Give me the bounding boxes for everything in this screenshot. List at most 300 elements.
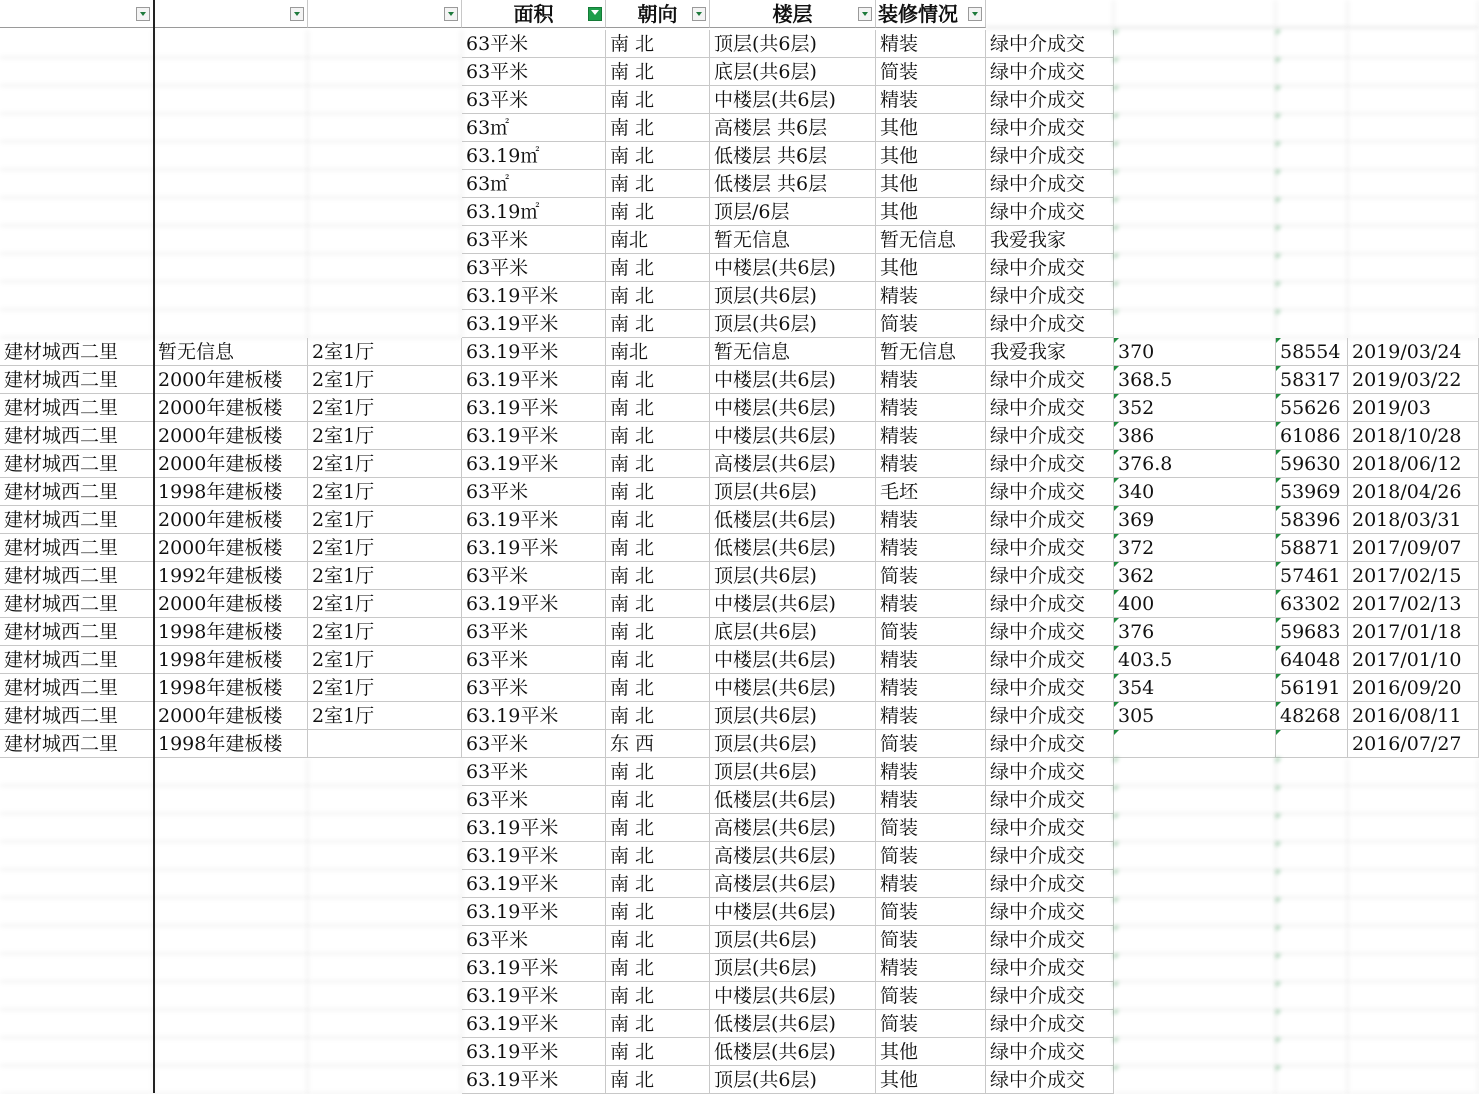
table-cell[interactable] <box>1276 142 1348 170</box>
table-cell[interactable]: 绿中介成交 <box>986 870 1114 898</box>
table-cell[interactable]: 南 北 <box>606 198 710 226</box>
table-cell[interactable] <box>1276 310 1348 338</box>
table-cell[interactable]: 63.19平米 <box>462 310 606 338</box>
table-cell[interactable] <box>0 254 154 282</box>
table-cell[interactable] <box>1348 86 1479 114</box>
table-cell[interactable]: 2室1厅 <box>308 590 462 618</box>
table-cell[interactable]: 精装 <box>876 590 986 618</box>
column-header-3[interactable] <box>308 0 462 28</box>
table-cell[interactable]: 63.19平米 <box>462 338 606 366</box>
table-cell[interactable] <box>154 1038 308 1066</box>
table-cell[interactable] <box>1114 86 1276 114</box>
table-cell[interactable]: 建材城西二里 <box>0 366 154 394</box>
table-cell[interactable]: 简装 <box>876 730 986 758</box>
table-cell[interactable]: 1998年建板楼 <box>154 730 308 758</box>
table-cell[interactable] <box>1114 226 1276 254</box>
table-cell[interactable]: 低楼层(共6层) <box>710 506 876 534</box>
table-cell[interactable]: 南 北 <box>606 366 710 394</box>
table-cell[interactable]: 精装 <box>876 422 986 450</box>
table-cell[interactable]: 精装 <box>876 506 986 534</box>
table-cell[interactable]: 建材城西二里 <box>0 562 154 590</box>
table-cell[interactable]: 376.8 <box>1114 450 1276 478</box>
table-cell[interactable] <box>1348 870 1479 898</box>
table-cell[interactable]: 南 北 <box>606 58 710 86</box>
table-cell[interactable]: 63平米 <box>462 674 606 702</box>
table-cell[interactable]: 精装 <box>876 954 986 982</box>
table-cell[interactable]: 2018/04/26 <box>1348 478 1479 506</box>
table-cell[interactable] <box>154 142 308 170</box>
table-cell[interactable]: 63平米 <box>462 730 606 758</box>
table-cell[interactable]: 中楼层(共6层) <box>710 394 876 422</box>
table-cell[interactable] <box>154 282 308 310</box>
table-cell[interactable]: 暂无信息 <box>876 226 986 254</box>
table-cell[interactable] <box>1114 282 1276 310</box>
table-cell[interactable]: 绿中介成交 <box>986 478 1114 506</box>
table-cell[interactable]: 南 北 <box>606 30 710 58</box>
table-cell[interactable]: 其他 <box>876 254 986 282</box>
table-cell[interactable]: 370 <box>1114 338 1276 366</box>
table-cell[interactable] <box>0 30 154 58</box>
table-cell[interactable] <box>1348 786 1479 814</box>
table-cell[interactable]: 绿中介成交 <box>986 590 1114 618</box>
table-cell[interactable]: 南 北 <box>606 674 710 702</box>
table-cell[interactable] <box>0 842 154 870</box>
table-cell[interactable]: 2000年建板楼 <box>154 590 308 618</box>
table-cell[interactable] <box>1114 30 1276 58</box>
table-cell[interactable]: 2016/08/11 <box>1348 702 1479 730</box>
table-cell[interactable]: 顶层(共6层) <box>710 1066 876 1094</box>
table-cell[interactable] <box>308 982 462 1010</box>
table-cell[interactable] <box>0 58 154 86</box>
table-cell[interactable] <box>308 814 462 842</box>
table-cell[interactable]: 南 北 <box>606 982 710 1010</box>
table-cell[interactable] <box>0 1038 154 1066</box>
table-cell[interactable] <box>1114 170 1276 198</box>
table-cell[interactable]: 2018/03/31 <box>1348 506 1479 534</box>
table-cell[interactable] <box>1276 982 1348 1010</box>
table-cell[interactable] <box>308 926 462 954</box>
table-cell[interactable] <box>154 898 308 926</box>
table-cell[interactable] <box>308 86 462 114</box>
table-cell[interactable] <box>154 814 308 842</box>
table-cell[interactable]: 建材城西二里 <box>0 702 154 730</box>
table-cell[interactable]: 高楼层(共6层) <box>710 450 876 478</box>
filter-dropdown-icon[interactable] <box>968 7 982 21</box>
column-header-area[interactable] <box>462 0 606 28</box>
table-cell[interactable] <box>1276 1066 1348 1094</box>
table-cell[interactable]: 低楼层(共6层) <box>710 1038 876 1066</box>
table-cell[interactable]: 绿中介成交 <box>986 674 1114 702</box>
table-cell[interactable]: 低楼层(共6层) <box>710 786 876 814</box>
table-cell[interactable]: 南 北 <box>606 254 710 282</box>
table-cell[interactable]: 1998年建板楼 <box>154 618 308 646</box>
table-cell[interactable]: 底层(共6层) <box>710 58 876 86</box>
table-cell[interactable]: 南 北 <box>606 842 710 870</box>
table-cell[interactable] <box>154 982 308 1010</box>
table-cell[interactable] <box>1276 1038 1348 1066</box>
table-cell[interactable] <box>1114 254 1276 282</box>
table-cell[interactable]: 绿中介成交 <box>986 758 1114 786</box>
table-cell[interactable]: 低楼层 共6层 <box>710 170 876 198</box>
table-cell[interactable] <box>1348 842 1479 870</box>
table-cell[interactable]: 绿中介成交 <box>986 506 1114 534</box>
table-cell[interactable]: 绿中介成交 <box>986 142 1114 170</box>
table-cell[interactable]: 南 北 <box>606 1010 710 1038</box>
table-cell[interactable]: 精装 <box>876 30 986 58</box>
table-cell[interactable]: 南 北 <box>606 394 710 422</box>
table-cell[interactable] <box>1348 1038 1479 1066</box>
table-cell[interactable] <box>154 786 308 814</box>
table-cell[interactable]: 精装 <box>876 786 986 814</box>
table-cell[interactable] <box>0 1066 154 1094</box>
table-cell[interactable]: 南 北 <box>606 786 710 814</box>
table-cell[interactable]: 简装 <box>876 814 986 842</box>
table-cell[interactable]: 绿中介成交 <box>986 646 1114 674</box>
table-cell[interactable]: 暂无信息 <box>876 338 986 366</box>
table-cell[interactable]: 2000年建板楼 <box>154 702 308 730</box>
table-cell[interactable]: 63㎡ <box>462 170 606 198</box>
table-cell[interactable]: 绿中介成交 <box>986 982 1114 1010</box>
filter-active-icon[interactable] <box>588 7 602 21</box>
filter-dropdown-icon[interactable] <box>444 7 458 21</box>
table-cell[interactable]: 绿中介成交 <box>986 422 1114 450</box>
table-cell[interactable]: 63平米 <box>462 58 606 86</box>
table-cell[interactable] <box>1114 954 1276 982</box>
column-header-decoration[interactable] <box>876 0 986 28</box>
table-cell[interactable]: 2017/09/07 <box>1348 534 1479 562</box>
table-cell[interactable]: 2019/03/24 <box>1348 338 1479 366</box>
table-cell[interactable]: 其他 <box>876 114 986 142</box>
table-cell[interactable]: 63.19平米 <box>462 534 606 562</box>
table-cell[interactable]: 2室1厅 <box>308 338 462 366</box>
table-cell[interactable]: 63.19平米 <box>462 954 606 982</box>
table-cell[interactable]: 精装 <box>876 702 986 730</box>
table-cell[interactable]: 精装 <box>876 646 986 674</box>
table-cell[interactable] <box>1348 982 1479 1010</box>
table-cell[interactable]: 2000年建板楼 <box>154 422 308 450</box>
table-cell[interactable]: 南 北 <box>606 506 710 534</box>
table-cell[interactable] <box>308 226 462 254</box>
table-cell[interactable]: 精装 <box>876 534 986 562</box>
table-cell[interactable] <box>1114 814 1276 842</box>
table-cell[interactable]: 建材城西二里 <box>0 422 154 450</box>
table-cell[interactable] <box>0 198 154 226</box>
table-cell[interactable] <box>154 1066 308 1094</box>
table-cell[interactable]: 南 北 <box>606 1066 710 1094</box>
table-cell[interactable]: 2016/09/20 <box>1348 674 1479 702</box>
table-cell[interactable] <box>0 310 154 338</box>
table-cell[interactable]: 2室1厅 <box>308 450 462 478</box>
table-cell[interactable]: 2000年建板楼 <box>154 506 308 534</box>
table-cell[interactable] <box>0 142 154 170</box>
table-cell[interactable]: 403.5 <box>1114 646 1276 674</box>
table-cell[interactable]: 中楼层(共6层) <box>710 982 876 1010</box>
table-cell[interactable]: 63㎡ <box>462 114 606 142</box>
table-cell[interactable]: 顶层(共6层) <box>710 562 876 590</box>
table-cell[interactable]: 南 北 <box>606 590 710 618</box>
table-cell[interactable] <box>154 170 308 198</box>
table-cell[interactable]: 顶层(共6层) <box>710 478 876 506</box>
table-cell[interactable] <box>1348 58 1479 86</box>
table-cell[interactable]: 63302 <box>1276 590 1348 618</box>
table-cell[interactable] <box>1276 58 1348 86</box>
table-cell[interactable]: 东 西 <box>606 730 710 758</box>
table-cell[interactable] <box>1114 786 1276 814</box>
table-cell[interactable]: 简装 <box>876 58 986 86</box>
table-cell[interactable]: 高楼层(共6层) <box>710 870 876 898</box>
table-cell[interactable] <box>1348 926 1479 954</box>
table-cell[interactable] <box>1114 142 1276 170</box>
filter-dropdown-icon[interactable] <box>290 7 304 21</box>
table-cell[interactable]: 中楼层(共6层) <box>710 898 876 926</box>
table-cell[interactable] <box>154 758 308 786</box>
table-cell[interactable]: 63.19平米 <box>462 1066 606 1094</box>
table-cell[interactable] <box>1348 254 1479 282</box>
table-cell[interactable]: 63平米 <box>462 226 606 254</box>
table-cell[interactable]: 中楼层(共6层) <box>710 422 876 450</box>
table-cell[interactable]: 顶层(共6层) <box>710 758 876 786</box>
table-cell[interactable] <box>1114 114 1276 142</box>
table-cell[interactable]: 南 北 <box>606 422 710 450</box>
table-cell[interactable] <box>308 310 462 338</box>
table-cell[interactable] <box>1114 842 1276 870</box>
table-cell[interactable]: 2017/01/10 <box>1348 646 1479 674</box>
table-cell[interactable]: 63平米 <box>462 30 606 58</box>
table-cell[interactable]: 中楼层(共6层) <box>710 366 876 394</box>
table-cell[interactable] <box>0 814 154 842</box>
table-cell[interactable]: 绿中介成交 <box>986 282 1114 310</box>
table-cell[interactable]: 精装 <box>876 366 986 394</box>
table-cell[interactable] <box>1348 310 1479 338</box>
table-cell[interactable] <box>1114 1066 1276 1094</box>
table-cell[interactable] <box>1276 226 1348 254</box>
table-cell[interactable]: 精装 <box>876 674 986 702</box>
table-cell[interactable]: 2016/07/27 <box>1348 730 1479 758</box>
table-cell[interactable]: 绿中介成交 <box>986 1038 1114 1066</box>
table-cell[interactable]: 高楼层 共6层 <box>710 114 876 142</box>
table-cell[interactable] <box>1114 870 1276 898</box>
table-cell[interactable]: 63.19平米 <box>462 366 606 394</box>
table-cell[interactable] <box>308 1038 462 1066</box>
table-cell[interactable]: 2019/03/22 <box>1348 366 1479 394</box>
table-cell[interactable] <box>1276 114 1348 142</box>
table-cell[interactable] <box>1276 954 1348 982</box>
table-cell[interactable]: 2018/06/12 <box>1348 450 1479 478</box>
table-cell[interactable]: 63平米 <box>462 86 606 114</box>
table-cell[interactable] <box>1348 282 1479 310</box>
table-cell[interactable]: 63.19平米 <box>462 506 606 534</box>
table-cell[interactable]: 2000年建板楼 <box>154 366 308 394</box>
table-cell[interactable]: 我爱我家 <box>986 226 1114 254</box>
column-header-9[interactable] <box>1114 0 1276 28</box>
table-cell[interactable]: 绿中介成交 <box>986 170 1114 198</box>
table-cell[interactable]: 南 北 <box>606 954 710 982</box>
table-cell[interactable]: 63.19平米 <box>462 842 606 870</box>
table-cell[interactable] <box>154 86 308 114</box>
table-cell[interactable] <box>1276 254 1348 282</box>
table-cell[interactable] <box>1114 926 1276 954</box>
table-cell[interactable]: 63平米 <box>462 646 606 674</box>
table-cell[interactable]: 1998年建板楼 <box>154 478 308 506</box>
table-cell[interactable]: 1998年建板楼 <box>154 646 308 674</box>
table-cell[interactable]: 绿中介成交 <box>986 842 1114 870</box>
table-cell[interactable]: 顶层(共6层) <box>710 30 876 58</box>
table-cell[interactable]: 63平米 <box>462 254 606 282</box>
table-cell[interactable]: 中楼层(共6层) <box>710 254 876 282</box>
table-cell[interactable]: 建材城西二里 <box>0 338 154 366</box>
table-cell[interactable] <box>154 30 308 58</box>
table-cell[interactable] <box>308 758 462 786</box>
table-cell[interactable]: 建材城西二里 <box>0 646 154 674</box>
table-cell[interactable]: 精装 <box>876 450 986 478</box>
table-cell[interactable] <box>154 254 308 282</box>
table-cell[interactable]: 暂无信息 <box>154 338 308 366</box>
table-cell[interactable]: 中楼层(共6层) <box>710 646 876 674</box>
table-cell[interactable] <box>308 898 462 926</box>
table-cell[interactable]: 其他 <box>876 198 986 226</box>
table-cell[interactable]: 绿中介成交 <box>986 814 1114 842</box>
table-cell[interactable]: 南 北 <box>606 114 710 142</box>
table-cell[interactable]: 2000年建板楼 <box>154 394 308 422</box>
table-cell[interactable] <box>0 86 154 114</box>
table-cell[interactable]: 63.19㎡ <box>462 142 606 170</box>
table-cell[interactable] <box>1114 310 1276 338</box>
table-cell[interactable] <box>154 926 308 954</box>
table-cell[interactable] <box>0 870 154 898</box>
table-cell[interactable]: 63.19平米 <box>462 898 606 926</box>
table-cell[interactable]: 顶层(共6层) <box>710 730 876 758</box>
table-cell[interactable]: 精装 <box>876 758 986 786</box>
table-cell[interactable] <box>1114 198 1276 226</box>
table-cell[interactable] <box>1348 226 1479 254</box>
column-header-1[interactable] <box>0 0 154 28</box>
table-cell[interactable] <box>154 842 308 870</box>
table-cell[interactable]: 顶层(共6层) <box>710 926 876 954</box>
table-cell[interactable]: 底层(共6层) <box>710 618 876 646</box>
table-cell[interactable]: 305 <box>1114 702 1276 730</box>
table-cell[interactable]: 2室1厅 <box>308 562 462 590</box>
table-cell[interactable]: 58554 <box>1276 338 1348 366</box>
table-cell[interactable]: 2室1厅 <box>308 534 462 562</box>
table-cell[interactable]: 暂无信息 <box>710 226 876 254</box>
table-cell[interactable]: 顶层/6层 <box>710 198 876 226</box>
table-cell[interactable] <box>154 870 308 898</box>
table-cell[interactable]: 绿中介成交 <box>986 534 1114 562</box>
table-cell[interactable]: 63.19㎡ <box>462 198 606 226</box>
table-cell[interactable]: 55626 <box>1276 394 1348 422</box>
table-cell[interactable]: 绿中介成交 <box>986 198 1114 226</box>
table-cell[interactable] <box>1114 982 1276 1010</box>
table-cell[interactable] <box>1348 30 1479 58</box>
table-cell[interactable] <box>1348 198 1479 226</box>
table-cell[interactable]: 绿中介成交 <box>986 310 1114 338</box>
table-cell[interactable]: 57461 <box>1276 562 1348 590</box>
table-cell[interactable]: 高楼层(共6层) <box>710 814 876 842</box>
table-cell[interactable]: 绿中介成交 <box>986 366 1114 394</box>
table-cell[interactable]: 63.19平米 <box>462 394 606 422</box>
table-cell[interactable]: 我爱我家 <box>986 338 1114 366</box>
table-cell[interactable]: 354 <box>1114 674 1276 702</box>
table-cell[interactable] <box>1276 786 1348 814</box>
table-cell[interactable] <box>1276 1010 1348 1038</box>
table-cell[interactable] <box>1348 814 1479 842</box>
table-cell[interactable]: 58871 <box>1276 534 1348 562</box>
table-cell[interactable]: 64048 <box>1276 646 1348 674</box>
table-cell[interactable] <box>154 58 308 86</box>
table-cell[interactable]: 精装 <box>876 394 986 422</box>
table-cell[interactable] <box>1348 1010 1479 1038</box>
table-cell[interactable] <box>154 954 308 982</box>
table-cell[interactable] <box>308 198 462 226</box>
table-cell[interactable]: 2室1厅 <box>308 394 462 422</box>
table-cell[interactable] <box>1276 198 1348 226</box>
table-cell[interactable]: 简装 <box>876 842 986 870</box>
table-cell[interactable]: 中楼层(共6层) <box>710 674 876 702</box>
table-cell[interactable]: 低楼层(共6层) <box>710 534 876 562</box>
table-cell[interactable]: 63.19平米 <box>462 590 606 618</box>
table-cell[interactable] <box>154 310 308 338</box>
table-cell[interactable]: 绿中介成交 <box>986 562 1114 590</box>
table-cell[interactable]: 绿中介成交 <box>986 86 1114 114</box>
table-cell[interactable] <box>308 870 462 898</box>
table-cell[interactable]: 毛坯 <box>876 478 986 506</box>
table-cell[interactable]: 精装 <box>876 282 986 310</box>
table-cell[interactable]: 南 北 <box>606 562 710 590</box>
table-cell[interactable] <box>1348 758 1479 786</box>
table-cell[interactable]: 2017/01/18 <box>1348 618 1479 646</box>
table-cell[interactable]: 简装 <box>876 310 986 338</box>
table-cell[interactable] <box>1276 730 1348 758</box>
table-cell[interactable]: 南 北 <box>606 646 710 674</box>
table-cell[interactable] <box>1114 1010 1276 1038</box>
table-cell[interactable]: 中楼层(共6层) <box>710 86 876 114</box>
table-cell[interactable]: 其他 <box>876 1066 986 1094</box>
table-cell[interactable]: 南 北 <box>606 310 710 338</box>
table-cell[interactable] <box>1276 758 1348 786</box>
table-cell[interactable]: 绿中介成交 <box>986 954 1114 982</box>
table-cell[interactable]: 建材城西二里 <box>0 450 154 478</box>
table-cell[interactable] <box>1114 898 1276 926</box>
table-cell[interactable]: 59683 <box>1276 618 1348 646</box>
filter-dropdown-icon[interactable] <box>692 7 706 21</box>
table-cell[interactable]: 绿中介成交 <box>986 926 1114 954</box>
table-cell[interactable]: 2017/02/13 <box>1348 590 1479 618</box>
table-cell[interactable]: 南 北 <box>606 282 710 310</box>
table-cell[interactable]: 340 <box>1114 478 1276 506</box>
table-cell[interactable]: 2室1厅 <box>308 646 462 674</box>
table-cell[interactable] <box>0 226 154 254</box>
table-cell[interactable] <box>0 954 154 982</box>
table-cell[interactable]: 南北 <box>606 338 710 366</box>
table-cell[interactable]: 2室1厅 <box>308 674 462 702</box>
column-header-orientation[interactable] <box>606 0 710 28</box>
table-cell[interactable]: 简装 <box>876 898 986 926</box>
table-cell[interactable]: 2室1厅 <box>308 478 462 506</box>
table-cell[interactable]: 南 北 <box>606 898 710 926</box>
filter-dropdown-icon[interactable] <box>136 7 150 21</box>
table-cell[interactable]: 中楼层(共6层) <box>710 590 876 618</box>
table-cell[interactable] <box>0 786 154 814</box>
table-cell[interactable] <box>1348 898 1479 926</box>
table-cell[interactable]: 63平米 <box>462 562 606 590</box>
column-header-11[interactable] <box>1348 0 1479 28</box>
table-cell[interactable]: 绿中介成交 <box>986 1010 1114 1038</box>
table-cell[interactable] <box>1348 170 1479 198</box>
table-cell[interactable]: 61086 <box>1276 422 1348 450</box>
table-cell[interactable]: 63.19平米 <box>462 1010 606 1038</box>
table-cell[interactable] <box>1276 898 1348 926</box>
table-cell[interactable]: 绿中介成交 <box>986 1066 1114 1094</box>
